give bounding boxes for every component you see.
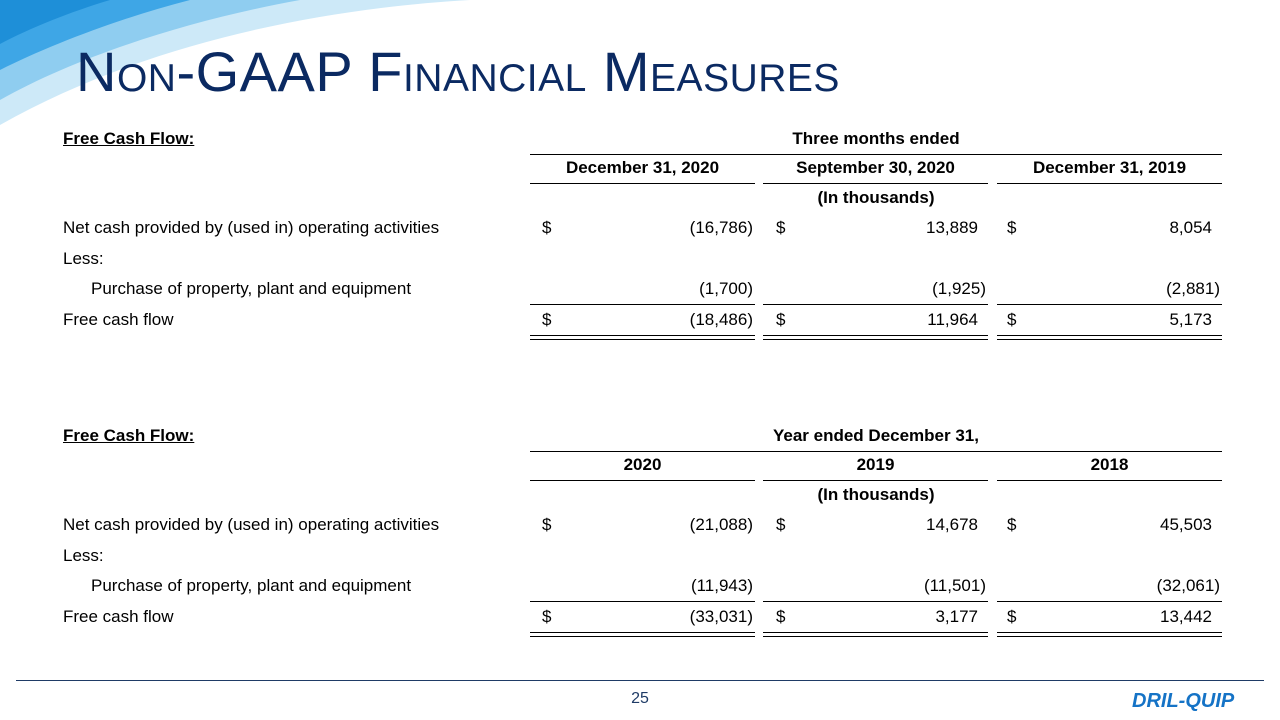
row-label: Net cash provided by (used in) operating activities bbox=[63, 218, 440, 237]
column-group-header: Three months ended bbox=[792, 129, 960, 148]
table-cell: (18,486) bbox=[689, 310, 753, 329]
subtotal-rule bbox=[763, 304, 988, 305]
units-label: (In thousands) bbox=[817, 485, 935, 504]
column-header: December 31, 2019 bbox=[1032, 158, 1187, 177]
currency-symbol: $ bbox=[1007, 310, 1017, 329]
table-cell: (32,061) bbox=[1156, 576, 1220, 595]
row-label: Less: bbox=[63, 546, 104, 565]
currency-symbol: $ bbox=[776, 310, 786, 329]
column-header: December 31, 2020 bbox=[565, 158, 720, 177]
table-cell: 8,054 bbox=[1169, 218, 1212, 237]
column-header: 2019 bbox=[856, 455, 895, 474]
table-cell: 13,442 bbox=[1160, 607, 1212, 626]
total-double-rule bbox=[763, 632, 988, 637]
slide-title: Non-GAAP Financial Measures bbox=[76, 40, 840, 103]
total-double-rule bbox=[997, 632, 1222, 637]
subtotal-rule bbox=[530, 304, 755, 305]
currency-symbol: $ bbox=[542, 515, 552, 534]
total-double-rule bbox=[530, 335, 755, 340]
table-cell: (1,700) bbox=[699, 279, 753, 298]
table-cell: (21,088) bbox=[689, 515, 753, 534]
currency-symbol: $ bbox=[1007, 515, 1017, 534]
total-double-rule bbox=[997, 335, 1222, 340]
currency-symbol: $ bbox=[542, 607, 552, 626]
column-header: 2020 bbox=[623, 455, 662, 474]
table-cell: (16,786) bbox=[689, 218, 753, 237]
currency-symbol: $ bbox=[1007, 218, 1017, 237]
row-label: Net cash provided by (used in) operating activities bbox=[63, 515, 440, 534]
free-cash-flow-quarterly-table bbox=[63, 125, 1222, 365]
row-label: Purchase of property, plant and equipment bbox=[91, 279, 412, 298]
free-cash-flow-annual-table bbox=[63, 422, 1222, 662]
subtotal-rule bbox=[530, 601, 755, 602]
row-label: Purchase of property, plant and equipment bbox=[91, 576, 412, 595]
table-cell: (11,501) bbox=[923, 576, 986, 595]
table-section-label: Free Cash Flow: bbox=[63, 129, 195, 148]
subtotal-rule bbox=[763, 601, 988, 602]
table-cell: 14,678 bbox=[926, 515, 978, 534]
column-header: 2018 bbox=[1090, 455, 1129, 474]
table-cell: (2,881) bbox=[1166, 279, 1220, 298]
column-header: September 30, 2020 bbox=[796, 158, 955, 177]
page-number: 25 bbox=[631, 690, 649, 707]
dril-quip-logo bbox=[1132, 688, 1252, 712]
total-double-rule bbox=[763, 335, 988, 340]
currency-symbol: $ bbox=[776, 218, 786, 237]
units-label: (In thousands) bbox=[817, 188, 935, 207]
currency-symbol: $ bbox=[542, 218, 552, 237]
currency-symbol: $ bbox=[776, 515, 786, 534]
table-cell: (11,943) bbox=[690, 576, 753, 595]
footer-divider bbox=[16, 680, 1264, 681]
table-cell: 45,503 bbox=[1160, 515, 1212, 534]
total-double-rule bbox=[530, 632, 755, 637]
currency-symbol: $ bbox=[1007, 607, 1017, 626]
currency-symbol: $ bbox=[542, 310, 552, 329]
table-cell: 13,889 bbox=[926, 218, 978, 237]
table-cell: (33,031) bbox=[689, 607, 753, 626]
currency-symbol: $ bbox=[776, 607, 786, 626]
subtotal-rule bbox=[997, 304, 1222, 305]
row-label: Less: bbox=[63, 249, 104, 268]
table-section-label: Free Cash Flow: bbox=[63, 426, 195, 445]
row-label: Free cash flow bbox=[63, 607, 174, 626]
subtotal-rule bbox=[997, 601, 1222, 602]
logo-text: DRIL-QUIP bbox=[1132, 690, 1235, 712]
table-cell: (1,925) bbox=[932, 279, 986, 298]
table-cell: 3,177 bbox=[935, 607, 978, 626]
row-label: Free cash flow bbox=[63, 310, 174, 329]
column-group-header: Year ended December 31, bbox=[772, 426, 979, 445]
table-cell: 5,173 bbox=[1169, 310, 1212, 329]
table-cell: 11,964 bbox=[927, 310, 978, 329]
